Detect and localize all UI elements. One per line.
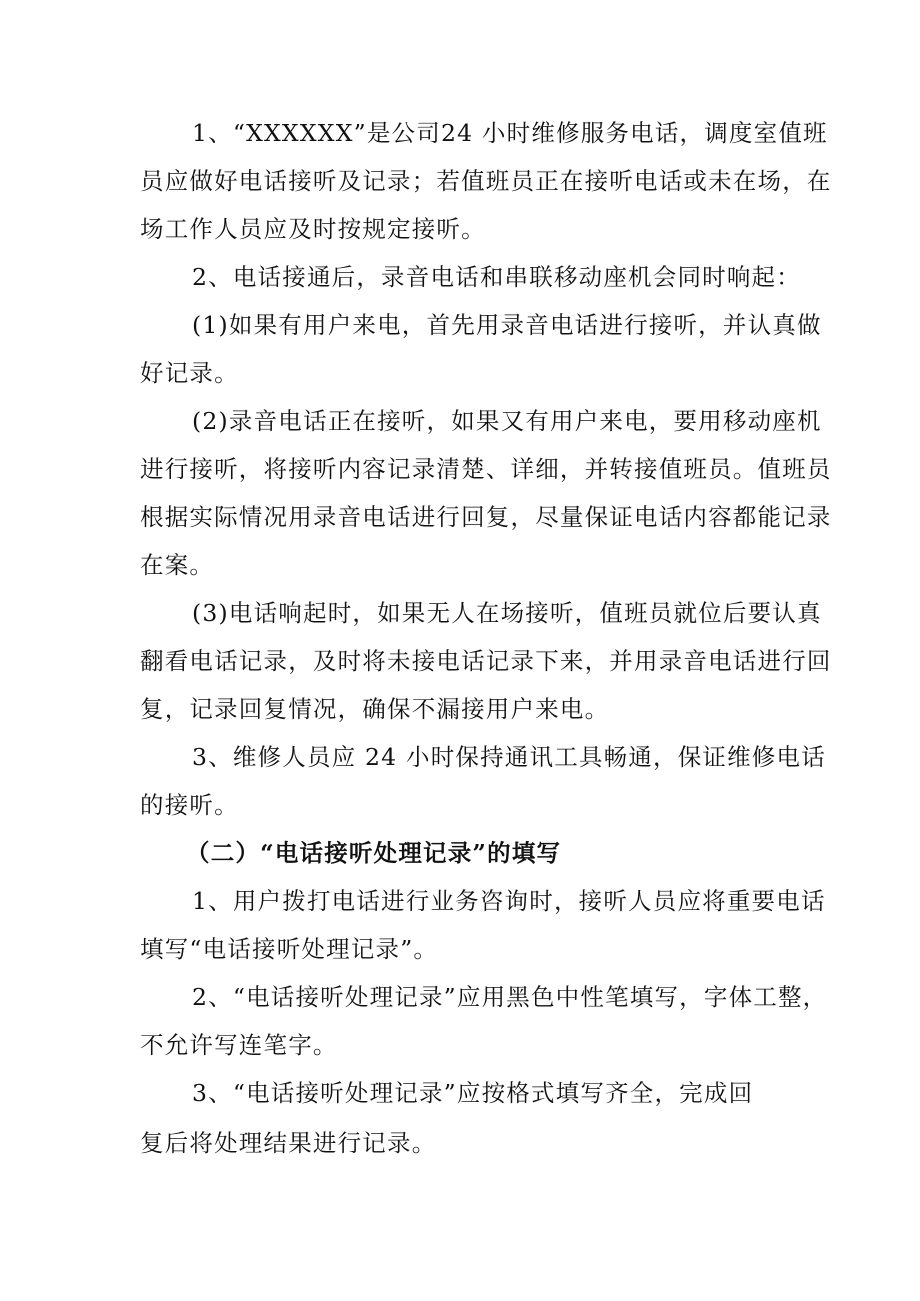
paragraph-line: 在案。 — [140, 551, 215, 579]
paragraph-line: 复后将处理结果进行记录。 — [140, 1129, 437, 1157]
paragraph-line: 3、“电话接听处理记录”应按格式填写齐全，完成回 — [192, 1079, 754, 1107]
paragraph-line: 翻看电话记录，及时将未接电话记录下来，并用录音电话进行回 — [140, 647, 832, 675]
paragraph-line: 不允许写连笔字。 — [140, 1031, 338, 1059]
paragraph-line: 根据实际情况用录音电话进行回复，尽量保证电话内容都能记录 — [140, 503, 832, 531]
paragraph-line: 2、“电话接听处理记录”应用黑色中性笔填写，字体工整， — [192, 983, 828, 1011]
paragraph-line: 好记录。 — [140, 359, 239, 387]
paragraph-line: 填写“电话接听处理记录”。 — [140, 935, 439, 963]
paragraph-line: 员应做好电话接听及记录；若值班员正在接听电话或未在场，在 — [140, 167, 832, 195]
paragraph-line: 2、电话接通后，录音电话和串联移动座机会同时响起： — [192, 263, 801, 291]
paragraph-line: (3)电话响起时，如果无人在场接听，值班员就位后要认真 — [192, 599, 822, 627]
paragraph-line: (2)录音电话正在接听，如果又有用户来电，要用移动座机 — [192, 407, 822, 435]
paragraph-line: 复，记录回复情况，确保不漏接用户来电。 — [140, 695, 610, 723]
paragraph-line: 场工作人员应及时按规定接听。 — [140, 215, 486, 243]
section-heading: （二）“电话接听处理记录”的填写 — [186, 839, 562, 867]
paragraph-line: 1、“XXXXXX”是公司24 小时维修服务电话，调度室值班 — [192, 119, 828, 147]
paragraph-line: 1、用户拨打电话进行业务咨询时，接听人员应将重要电话 — [192, 887, 826, 915]
paragraph-line: 进行接听，将接听内容记录清楚、详细，并转接值班员。值班员 — [140, 455, 832, 483]
paragraph-line: (1)如果有用户来电，首先用录音电话进行接听，并认真做 — [192, 311, 822, 339]
paragraph-line: 3、维修人员应 24 小时保持通讯工具畅通，保证维修电话 — [192, 743, 826, 771]
paragraph-line: 的接听。 — [140, 791, 239, 819]
